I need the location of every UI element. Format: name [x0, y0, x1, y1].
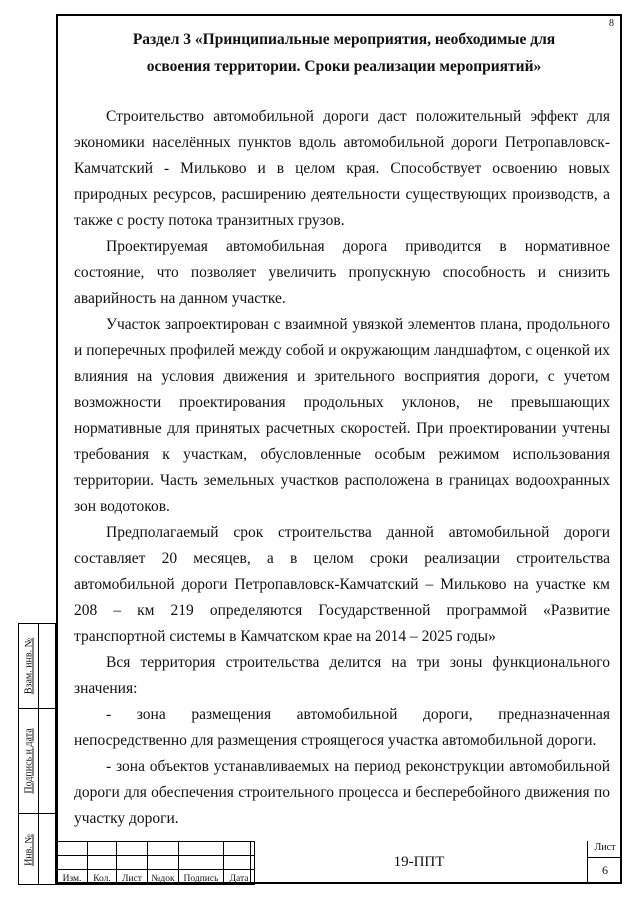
- header-quantity: Кол.: [88, 870, 117, 885]
- section-title-line-2: освоения территории. Сроки реализации мероприятий»: [146, 58, 542, 75]
- inv-no-label: Инв. №: [23, 834, 34, 866]
- paragraph: Проектируемая автомобильная дорога приводится в нормативное состояние, что позволяет увеличить пропускную способность и снизить аварийность на данном участке.: [74, 238, 610, 307]
- body-text: [74, 104, 610, 832]
- replaced-inv-cell: [19, 624, 38, 708]
- stamp-cell: [88, 842, 117, 856]
- revision-table: [56, 841, 255, 885]
- stamp-cell: [148, 856, 179, 870]
- page-corner-number: 8: [609, 18, 614, 29]
- signature-date-label: Подпись и дата: [23, 728, 34, 794]
- header-sheet: Лист: [117, 870, 148, 885]
- header-doc-no: №док: [148, 870, 179, 885]
- header-signature: Подпись: [179, 870, 224, 885]
- list-item: - зона размещения автомобильной дороги, предназначенная непосредственно для размещения строящегося участка автомобильной дороги.: [74, 706, 610, 749]
- header-date: Дата: [224, 870, 255, 885]
- sheet-number: 6: [602, 863, 608, 877]
- title-block: [56, 841, 622, 884]
- paragraph: Вся территория строительства делится на три зоны функционального значения:: [74, 654, 610, 697]
- replaced-inv-label: Взам. инв. №: [23, 637, 34, 695]
- signature-date-cell: [19, 708, 38, 813]
- document-code: 19-ППТ: [250, 841, 587, 884]
- stamp-cell: [179, 842, 224, 856]
- section-title: [74, 26, 614, 80]
- sheet-label: Лист: [588, 842, 622, 858]
- stamp-cell: [57, 856, 88, 870]
- stamp-cell: [179, 856, 224, 870]
- side-value-column: [38, 623, 56, 885]
- inv-no-value: [39, 813, 55, 886]
- paragraph: Строительство автомобильной дороги даст положительный эффект для экономики населённых пунктов вдоль автомобильной дороги Петропавловск-Камчатский - Мильково и в целом края. Способствует освоению новых природных ресурсов, расширению деятельности существующих производств, а также с росту потока транзитных грузов.: [74, 108, 610, 229]
- stamp-cell: [117, 856, 148, 870]
- paragraph: Предполагаемый срок строительства данной автомобильной дороги составляет 20 месяцев, а в целом сроки реализации строительства автомобильной дороги Петропавловск-Камчатский – Мильково на участке км 208 – км 219 определяются Государственной программой «Развитие транспортной системы в Камчатском крае на 2014 – 2025 годы»: [74, 524, 610, 645]
- sheet-box: [587, 841, 622, 884]
- side-label-column: [18, 623, 38, 885]
- inv-no-cell: [19, 813, 38, 886]
- header-change: Изм.: [57, 870, 88, 885]
- signature-date-value: [39, 708, 55, 813]
- paragraph: Участок запроектирован с взаимной увязкой элементов плана, продольного и поперечных профилей между собой и окружающим ландшафтом, с оценкой их влияния на условия движения и зрительного восприятия дороги, с учетом возможности проектирования продольных уклонов, не превышающих нормативные для принятых расчетных скоростей. При проектировании учтены требования к участкам, обусловленные особым режимом использования территории. Часть земельных участков расположена в границах водоохранных зон водотоков.: [74, 316, 610, 515]
- stamp-cell: [117, 842, 148, 856]
- stamp-cell: [57, 842, 88, 856]
- list-item: - зона объектов устанавливаемых на период реконструкции автомобильной дороги для обеспечения строительного процесса и бесперебойного движения по участку дороги.: [74, 758, 610, 827]
- side-stamp: [18, 623, 56, 885]
- stamp-cell: [148, 842, 179, 856]
- stamp-cell: [88, 856, 117, 870]
- section-title-line-1: Раздел 3 «Принципиальные мероприятия, необходимые для: [132, 31, 556, 48]
